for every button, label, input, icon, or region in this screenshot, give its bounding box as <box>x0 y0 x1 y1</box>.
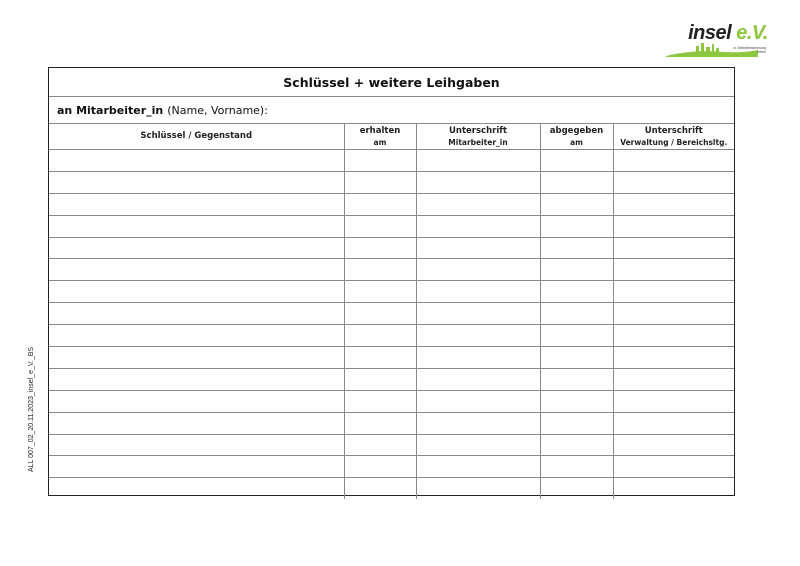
cell-employee-signature[interactable] <box>416 150 540 172</box>
logo-tagline: in Selbstbestimmung leben <box>733 46 766 54</box>
cell-admin-signature[interactable] <box>613 347 734 369</box>
cell-employee-signature[interactable] <box>416 237 540 259</box>
loan-form <box>48 67 735 496</box>
document-code: ALL 007_02_20.11.2023_insel_e_V._BS <box>28 346 35 472</box>
cell-received-date[interactable] <box>344 215 416 237</box>
cell-employee-signature[interactable] <box>416 281 540 303</box>
cell-item[interactable] <box>49 347 344 369</box>
cell-item[interactable] <box>49 390 344 412</box>
cell-received-date[interactable] <box>344 281 416 303</box>
col-header-returned-date: abgegeben am <box>540 124 613 150</box>
cell-employee-signature[interactable] <box>416 456 540 478</box>
cell-returned-date[interactable] <box>540 281 613 303</box>
cell-item[interactable] <box>49 237 344 259</box>
cell-admin-signature[interactable] <box>613 150 734 172</box>
table-row <box>49 390 734 412</box>
table-header-row <box>49 124 734 150</box>
cell-item[interactable] <box>49 303 344 325</box>
cell-item[interactable] <box>49 434 344 456</box>
cell-returned-date[interactable] <box>540 368 613 390</box>
cell-returned-date[interactable] <box>540 259 613 281</box>
cell-admin-signature[interactable] <box>613 215 734 237</box>
cell-returned-date[interactable] <box>540 303 613 325</box>
cell-received-date[interactable] <box>344 150 416 172</box>
cell-employee-signature[interactable] <box>416 193 540 215</box>
table-row <box>49 368 734 390</box>
cell-employee-signature[interactable] <box>416 325 540 347</box>
table-row <box>49 193 734 215</box>
cell-returned-date[interactable] <box>540 171 613 193</box>
cell-returned-date[interactable] <box>540 325 613 347</box>
cell-returned-date[interactable] <box>540 390 613 412</box>
cell-returned-date[interactable] <box>540 478 613 499</box>
cell-received-date[interactable] <box>344 193 416 215</box>
loan-table <box>49 124 734 499</box>
cell-item[interactable] <box>49 456 344 478</box>
cell-admin-signature[interactable] <box>613 171 734 193</box>
cell-item[interactable] <box>49 193 344 215</box>
cell-employee-signature[interactable] <box>416 368 540 390</box>
table-row <box>49 347 734 369</box>
table-row <box>49 171 734 193</box>
name-field-row[interactable] <box>49 97 734 124</box>
name-hint: (Name, Vorname): <box>167 103 268 117</box>
col-header-received-date: erhalten am <box>344 124 416 150</box>
name-label: an Mitarbeiter_in <box>57 103 164 117</box>
insel-logo <box>664 22 774 58</box>
cell-returned-date[interactable] <box>540 456 613 478</box>
cell-received-date[interactable] <box>344 434 416 456</box>
table-row <box>49 303 734 325</box>
table-row <box>49 150 734 172</box>
cell-employee-signature[interactable] <box>416 215 540 237</box>
cell-employee-signature[interactable] <box>416 478 540 499</box>
cell-received-date[interactable] <box>344 412 416 434</box>
cell-returned-date[interactable] <box>540 347 613 369</box>
cell-returned-date[interactable] <box>540 193 613 215</box>
cell-employee-signature[interactable] <box>416 303 540 325</box>
cell-returned-date[interactable] <box>540 434 613 456</box>
table-row <box>49 478 734 499</box>
cell-employee-signature[interactable] <box>416 347 540 369</box>
form-title: Schlüssel + weitere Leihgaben <box>49 68 734 97</box>
cell-received-date[interactable] <box>344 390 416 412</box>
table-row <box>49 237 734 259</box>
cell-admin-signature[interactable] <box>613 390 734 412</box>
cell-returned-date[interactable] <box>540 150 613 172</box>
table-row <box>49 456 734 478</box>
cell-admin-signature[interactable] <box>613 259 734 281</box>
cell-item[interactable] <box>49 281 344 303</box>
cell-returned-date[interactable] <box>540 412 613 434</box>
cell-admin-signature[interactable] <box>613 412 734 434</box>
cell-admin-signature[interactable] <box>613 281 734 303</box>
cell-admin-signature[interactable] <box>613 478 734 499</box>
table-row <box>49 325 734 347</box>
cell-employee-signature[interactable] <box>416 412 540 434</box>
cell-employee-signature[interactable] <box>416 171 540 193</box>
table-row <box>49 215 734 237</box>
table-row <box>49 281 734 303</box>
cell-returned-date[interactable] <box>540 237 613 259</box>
cell-employee-signature[interactable] <box>416 390 540 412</box>
cell-employee-signature[interactable] <box>416 259 540 281</box>
table-row <box>49 434 734 456</box>
cell-item[interactable] <box>49 150 344 172</box>
cell-admin-signature[interactable] <box>613 237 734 259</box>
col-header-admin-signature: Unterschrift Verwaltung / Bereichsltg. <box>613 124 734 150</box>
cell-admin-signature[interactable] <box>613 368 734 390</box>
cell-received-date[interactable] <box>344 347 416 369</box>
table-row <box>49 412 734 434</box>
cell-item[interactable] <box>49 412 344 434</box>
cell-item[interactable] <box>49 478 344 499</box>
table-row <box>49 259 734 281</box>
cell-received-date[interactable] <box>344 478 416 499</box>
cell-admin-signature[interactable] <box>613 434 734 456</box>
logo-wordmark: insel e.V. <box>688 22 768 44</box>
cell-admin-signature[interactable] <box>613 456 734 478</box>
cell-item[interactable] <box>49 171 344 193</box>
cell-received-date[interactable] <box>344 303 416 325</box>
cell-item[interactable] <box>49 325 344 347</box>
cell-received-date[interactable] <box>344 237 416 259</box>
cell-returned-date[interactable] <box>540 215 613 237</box>
cell-received-date[interactable] <box>344 325 416 347</box>
cell-item[interactable] <box>49 259 344 281</box>
cell-received-date[interactable] <box>344 259 416 281</box>
cell-received-date[interactable] <box>344 171 416 193</box>
cell-received-date[interactable] <box>344 456 416 478</box>
cell-employee-signature[interactable] <box>416 434 540 456</box>
cell-received-date[interactable] <box>344 368 416 390</box>
cell-admin-signature[interactable] <box>613 193 734 215</box>
col-header-item: Schlüssel / Gegenstand <box>49 124 344 150</box>
cell-admin-signature[interactable] <box>613 303 734 325</box>
col-header-employee-signature: Unterschrift Mitarbeiter_in <box>416 124 540 150</box>
cell-item[interactable] <box>49 368 344 390</box>
cell-admin-signature[interactable] <box>613 325 734 347</box>
cell-item[interactable] <box>49 215 344 237</box>
